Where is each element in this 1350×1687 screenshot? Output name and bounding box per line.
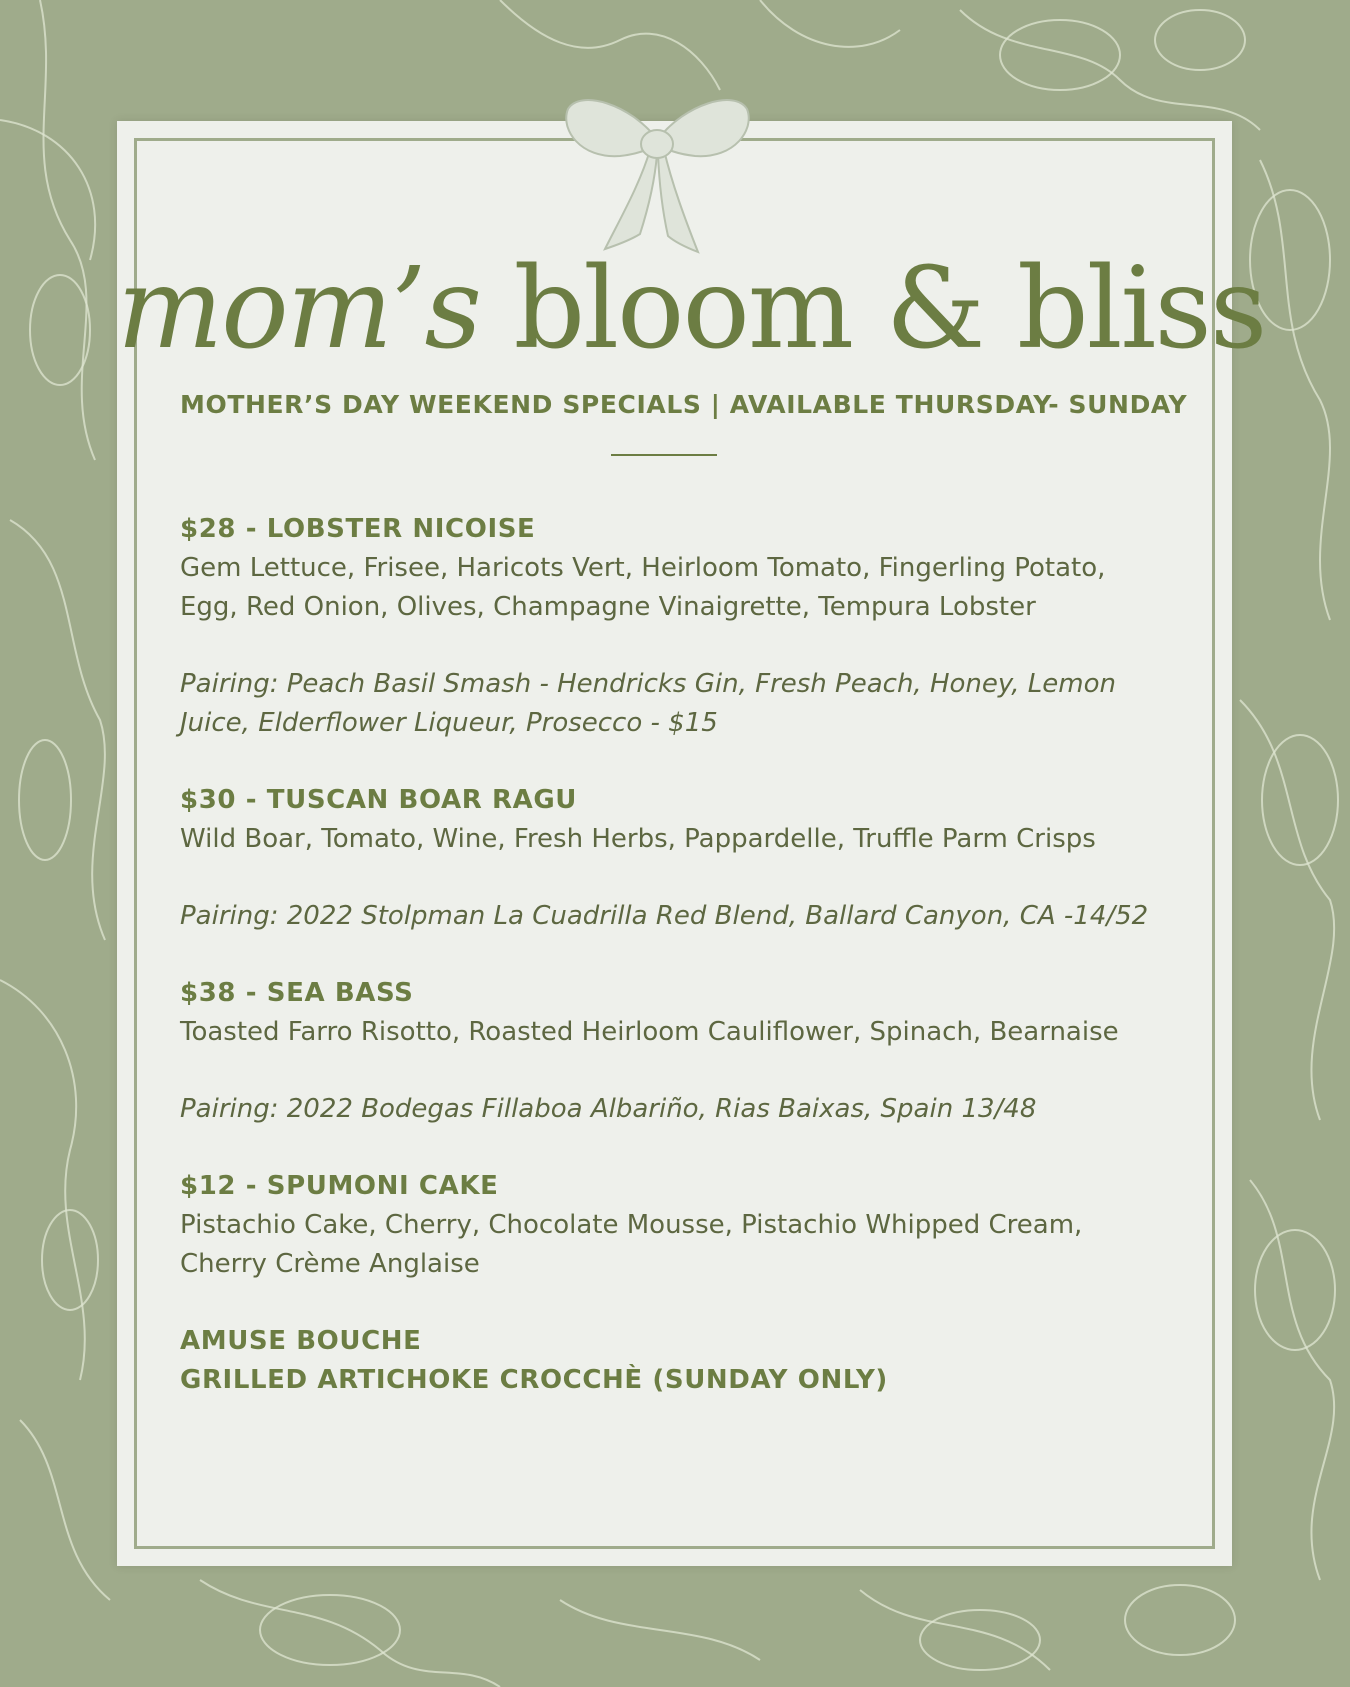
item-pairing: Pairing: 2022 Bodegas Fillaboa Albariño, Rias Baixas, Spain 13/48 — [180, 1094, 1037, 1124]
item-heading: $30 - TUSCAN BOAR RAGU — [180, 785, 577, 815]
menu-list — [180, 510, 1170, 1400]
bow-icon — [560, 84, 755, 262]
item-description: Pistachio Cake, Cherry, Chocolate Mousse, Pistachio Whipped Cream, Cherry Crème Anglaise — [180, 1210, 1083, 1279]
divider — [611, 454, 717, 456]
amuse-heading: AMUSE BOUCHE — [180, 1326, 422, 1356]
menu-item-spumoni-cake — [180, 1167, 1170, 1284]
menu-item-tuscan-boar-ragu — [180, 781, 1170, 936]
item-heading: $38 - SEA BASS — [180, 978, 414, 1008]
item-pairing: Pairing: 2022 Stolpman La Cuadrilla Red Blend, Ballard Canyon, CA -14/52 — [180, 901, 1149, 931]
item-description: Toasted Farro Risotto, Roasted Heirloom Cauliflower, Spinach, Bearnaise — [180, 1017, 1119, 1047]
title-main: bloom & bliss — [513, 244, 1266, 374]
amuse-bouche — [180, 1322, 1170, 1400]
item-heading: $12 - SPUMONI CAKE — [180, 1171, 499, 1201]
page-title — [117, 244, 1266, 374]
item-pairing: Pairing: Peach Basil Smash - Hendricks Gin, Fresh Peach, Honey, Lemon Juice, Elderflower Liqueur, Prosecco - $15 — [180, 669, 1116, 738]
title-italic: mom’s — [117, 244, 480, 374]
item-description: Wild Boar, Tomato, Wine, Fresh Herbs, Pappardelle, Truffle Parm Crisps — [180, 824, 1096, 854]
item-heading: $28 - LOBSTER NICOISE — [180, 514, 536, 544]
amuse-item: GRILLED ARTICHOKE CROCCHÈ (SUNDAY ONLY) — [180, 1365, 888, 1395]
subtitle: MOTHER’S DAY WEEKEND SPECIALS | AVAILABLE THURSDAY- SUNDAY — [180, 390, 1188, 419]
item-description: Gem Lettuce, Frisee, Haricots Vert, Heirloom Tomato, Fingerling Potato, Egg, Red Onion, Olives, Champagne Vinaigrette, Tempura Lobster — [180, 553, 1106, 622]
menu-item-lobster-nicoise — [180, 510, 1170, 743]
menu-item-sea-bass — [180, 974, 1170, 1129]
